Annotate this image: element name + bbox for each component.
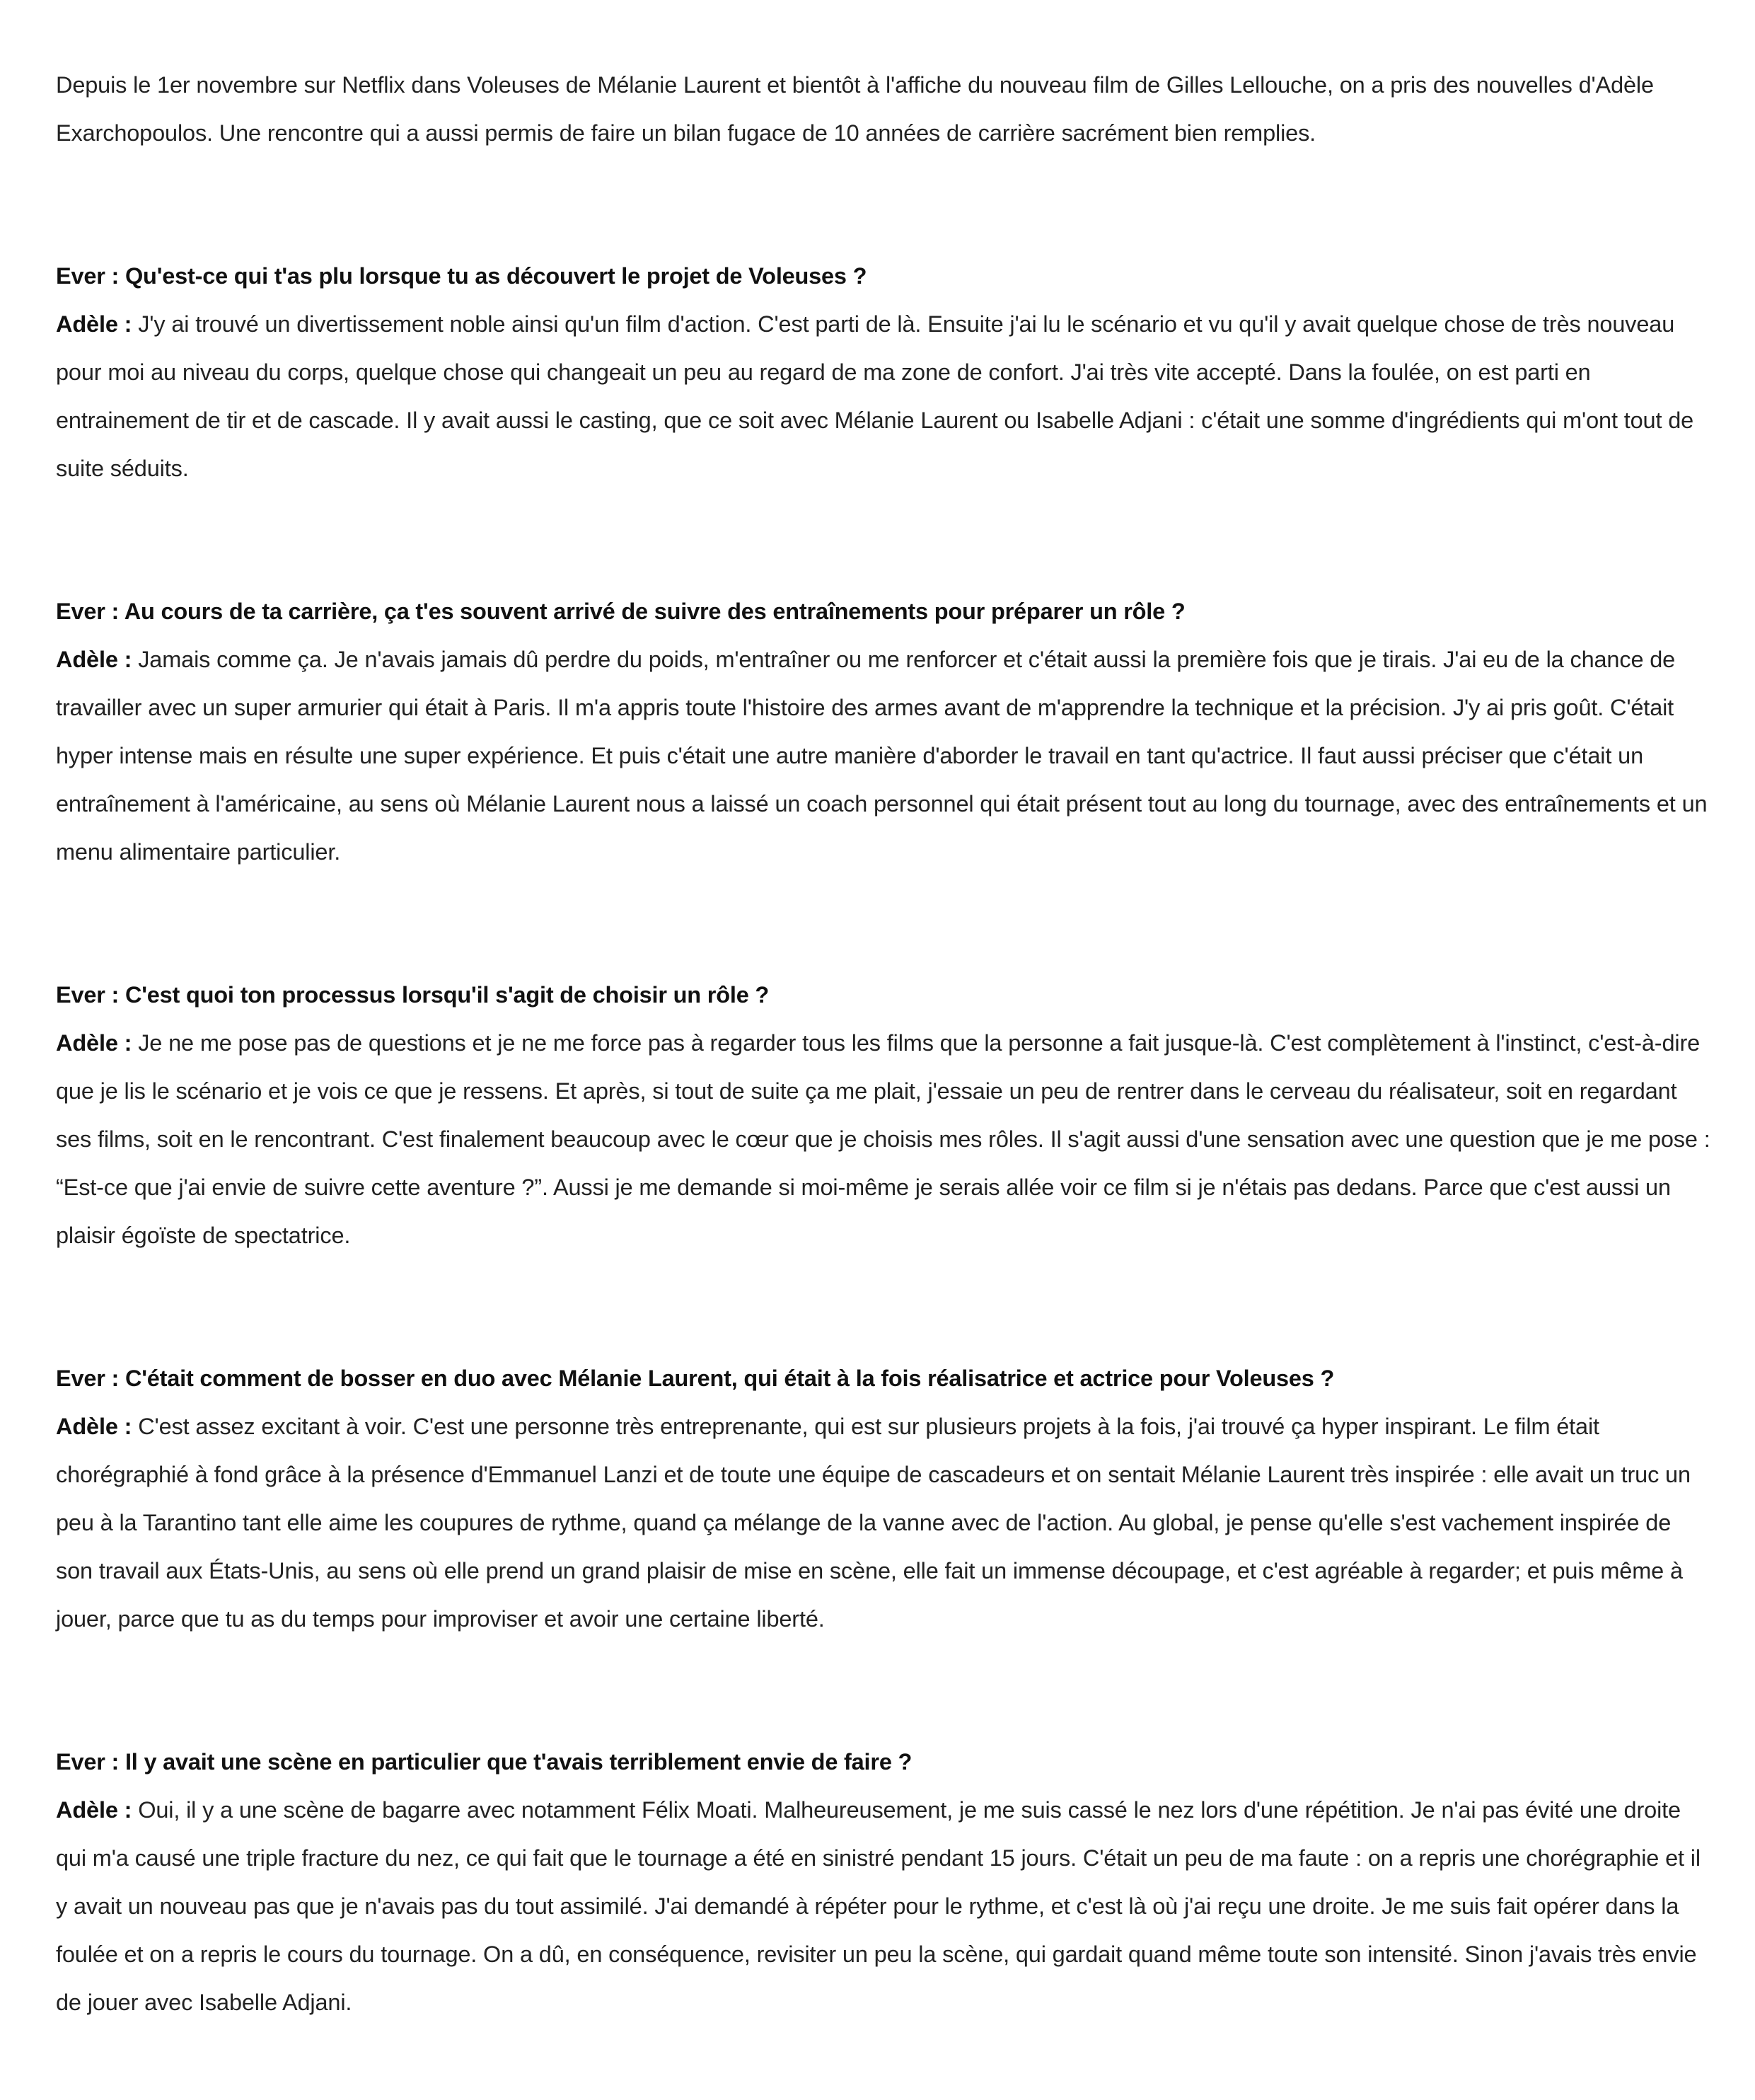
question-4: Ever : C'était comment de bosser en duo avec Mélanie Laurent, qui était à la fois réalisatrice et actrice pour Voleuses ?	[56, 1366, 1335, 1391]
answer-4	[56, 1402, 1713, 1643]
question-5: Ever : Il y avait une scène en particulier que t'avais terriblement envie de faire ?	[56, 1749, 913, 1775]
answer-text: Jamais comme ça. Je n'avais jamais dû perdre du poids, m'entraîner ou me renforcer et c'était aussi la première fois que je tirais. J'ai eu de la chance de travailler avec un super armurier qui était à Paris. Il m'a appris toute l'histoire des armes avant de m'apprendre la technique et la précision. J'y ai pris goût. C'était hyper intense mais en résulte une super expérience. Et puis c'était une autre manière d'aborder le travail en tant qu'actrice. Il faut aussi préciser que c'était un entraînement à l'américaine, au sens où Mélanie Laurent nous a laissé un coach personnel qui était présent tout au long du tournage, avec des entraînements et un menu alimentaire particulier.	[56, 647, 1708, 865]
answer-text: Oui, il y a une scène de bagarre avec notamment Félix Moati. Malheureusement, je me suis cassé le nez lors d'une répétition. Je n'ai pas évité une droite qui m'a causé une triple fracture du nez, ce qui fait que le tournage a été en sinistré pendant 15 jours. C'était un peu de ma faute : on a repris une chorégraphie et il y avait un nouveau pas que je n'avais pas du tout assimilé. J'ai demandé à répéter pour le rythme, et c'est là où j'ai reçu une droite. Je me suis fait opérer dans la foulée et on a repris le cours du tournage. On a dû, en conséquence, revisiter un peu la scène, qui gardait quand même toute son intensité. Sinon j'avais très envie de jouer avec Isabelle Adjani.	[56, 1797, 1701, 2015]
qa-block-1	[56, 252, 1713, 492]
answer-5	[56, 1786, 1713, 2026]
speaker-label: Adèle :	[56, 1797, 132, 1823]
question-3: Ever : C'est quoi ton processus lorsqu'il s'agit de choisir un rôle ?	[56, 982, 770, 1008]
qa-block-5	[56, 1738, 1713, 2026]
speaker-label: Adèle :	[56, 1414, 132, 1439]
answer-2	[56, 635, 1713, 876]
speaker-label: Adèle :	[56, 311, 132, 337]
qa-block-4	[56, 1354, 1713, 1643]
speaker-label: Adèle :	[56, 1030, 132, 1056]
speaker-label: Adèle :	[56, 647, 132, 672]
intro-paragraph: Depuis le 1er novembre sur Netflix dans Voleuses de Mélanie Laurent et bientôt à l'affiche du nouveau film de Gilles Lellouche, on a pris des nouvelles d'Adèle Exarchopoulos. Une rencontre qui a aussi permis de faire un bilan fugace de 10 années de carrière sacrément bien remplies.	[56, 72, 1654, 146]
answer-1	[56, 300, 1713, 492]
answer-3	[56, 1019, 1713, 1259]
answer-text: C'est assez excitant à voir. C'est une personne très entreprenante, qui est sur plusieurs projets à la fois, j'ai trouvé ça hyper inspirant. Le film était chorégraphié à fond grâce à la présence d'Emmanuel Lanzi et de toute une équipe de cascadeurs et on sentait Mélanie Laurent très inspirée : elle avait un truc un peu à la Tarantino tant elle aime les coupures de rythme, quand ça mélange de la vanne avec de l'action. Au global, je pense qu'elle s'est vachement inspirée de son travail aux États-Unis, au sens où elle prend un grand plaisir de mise en scène, elle fait un immense découpage, et c'est agréable à regarder; et puis même à jouer, parce que tu as du temps pour improviser et avoir une certaine liberté.	[56, 1414, 1691, 1632]
question-1: Ever : Qu'est-ce qui t'as plu lorsque tu as découvert le projet de Voleuses ?	[56, 263, 867, 289]
answer-text: J'y ai trouvé un divertissement noble ainsi qu'un film d'action. C'est parti de là. Ensuite j'ai lu le scénario et vu qu'il y avait quelque chose de très nouveau pour moi au niveau du corps, quelque chose qui changeait un peu au regard de ma zone de confort. J'ai très vite accepté. Dans la foulée, on est parti en entrainement de tir et de cascade. Il y avait aussi le casting, que ce soit avec Mélanie Laurent ou Isabelle Adjani : c'était une somme d'ingrédients qui m'ont tout de suite séduits.	[56, 311, 1694, 481]
question-2: Ever : Au cours de ta carrière, ça t'es souvent arrivé de suivre des entraînements pour préparer un rôle ?	[56, 599, 1186, 624]
answer-text: Je ne me pose pas de questions et je ne me force pas à regarder tous les films que la personne a fait jusque-là. C'est complètement à l'instinct, c'est-à-dire que je lis le scénario et je vois ce que je ressens. Et après, si tout de suite ça me plait, j'essaie un peu de rentrer dans le cerveau du réalisateur, soit en regardant ses films, soit en le rencontrant. C'est finalement beaucoup avec le cœur que je choisis mes rôles. Il s'agit aussi d'une sensation avec une question que je me pose : “Est-ce que j'ai envie de suivre cette aventure ?”. Aussi je me demande si moi-même je serais allée voir ce film si je n'étais pas dedans. Parce que c'est aussi un plaisir égoïste de spectatrice.	[56, 1030, 1710, 1248]
qa-block-3	[56, 971, 1713, 1259]
qa-block-2	[56, 587, 1713, 876]
